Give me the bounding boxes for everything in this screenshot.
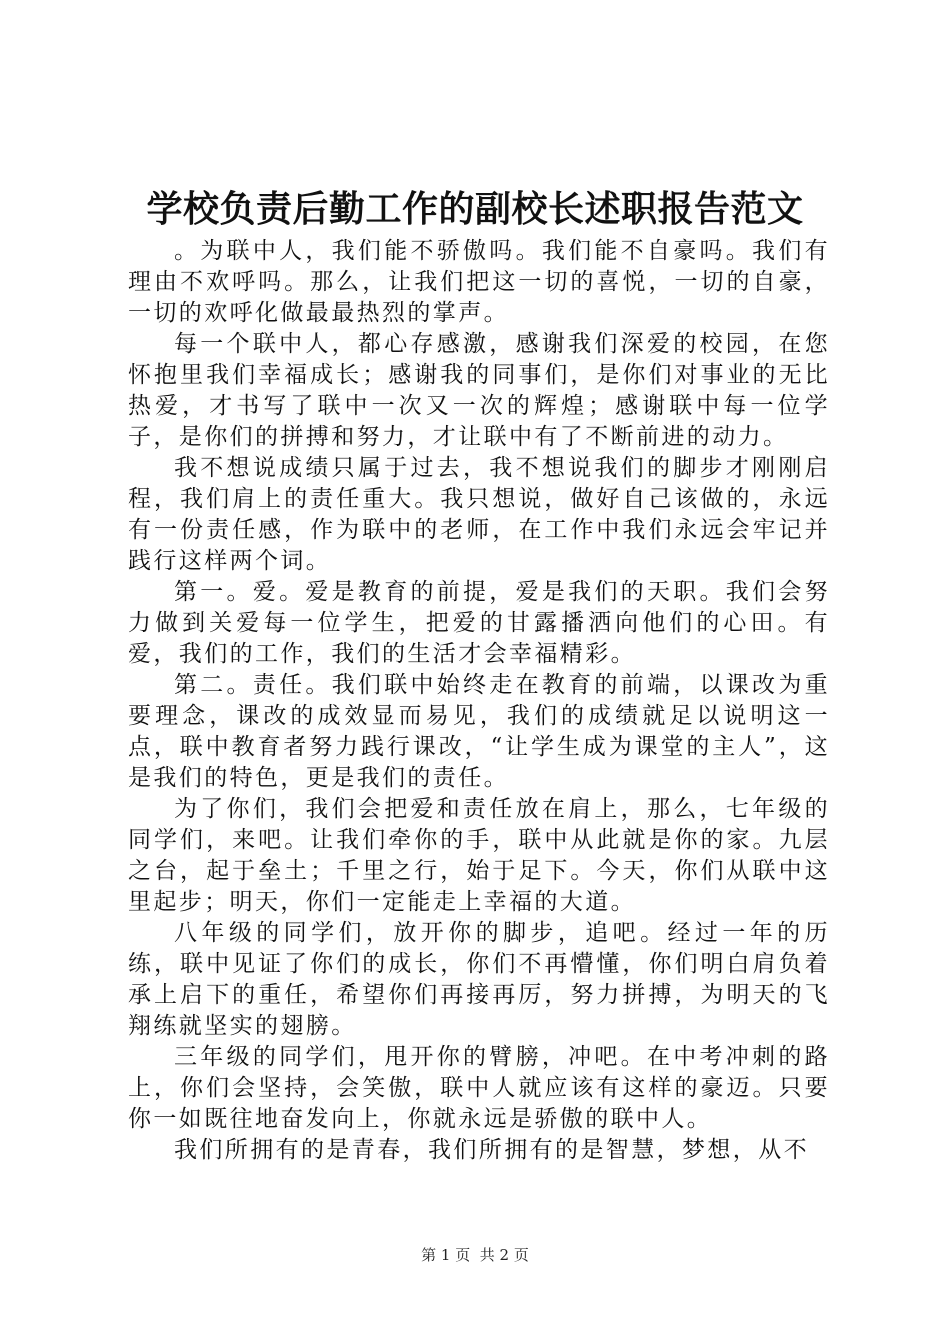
paragraph: 我不想说成绩只属于过去，我不想说我们的脚步才刚刚启程，我们肩上的责任重大。我只想说，做好自己该做的，永远有一份责任感，作为联中的老师，在工作中我们永远会牢记并践行这样两个词。 (128, 455, 830, 574)
paragraph: 每一个联中人，都心存感激，感谢我们深爱的校园，在您怀抱里我们幸福成长；感谢我的同事们，是你们对事业的无比热爱，才书写了联中一次又一次的辉煌；感谢联中每一位学子，是你们的拼搏和努力，才让联中有了不断前进的动力。 (128, 331, 830, 450)
paragraph: 八年级的同学们，放开你的脚步，追吧。经过一年的历练，联中见证了你们的成长，你们不再懵懂，你们明白肩负着承上启下的重任，希望你们再接再厉，努力拼搏，为明天的飞翔练就坚实的翅膀。 (128, 920, 830, 1039)
paragraph: 为了你们，我们会把爱和责任放在肩上，那么，七年级的同学们，来吧。让我们牵你的手，联中从此就是你的家。九层之台，起于垒土；千里之行，始于足下。今天，你们从联中这里起步；明天，你们一定能走上幸福的大道。 (128, 796, 830, 915)
paragraph: 三年级的同学们，甩开你的臂膀，冲吧。在中考冲刺的路上，你们会坚持，会笑傲，联中人就应该有这样的豪迈。只要你一如既往地奋发向上，你就永远是骄傲的联中人。 (128, 1044, 830, 1132)
paragraph: 第二。责任。我们联中始终走在教育的前端，以课改为重要理念，课改的成效显而易见，我们的成绩就足以说明这一点，联中教育者努力践行课改，“让学生成为课堂的主人”，这是我们的特色，更是我们的责任。 (128, 672, 830, 791)
page-footer (0, 1245, 950, 1265)
paragraph: 第一。爱。爱是教育的前提，爱是我们的天职。我们会努力做到关爱每一位学生，把爱的甘露播洒向他们的心田。有爱，我们的工作，我们的生活才会幸福精彩。 (128, 579, 830, 667)
document-title: 学校负责后勤工作的副校长述职报告范文 (146, 188, 804, 230)
page-number-label: 第 1 页 共 2 页 (421, 1246, 529, 1264)
document-body (128, 236, 830, 1166)
paragraph: 。为联中人，我们能不骄傲吗。我们能不自豪吗。我们有理由不欢呼吗。那么，让我们把这一切的喜悦，一切的自豪，一切的欢呼化做最最热烈的掌声。 (128, 238, 830, 326)
paragraph: 我们所拥有的是青春，我们所拥有的是智慧，梦想，从不 (174, 1137, 809, 1163)
